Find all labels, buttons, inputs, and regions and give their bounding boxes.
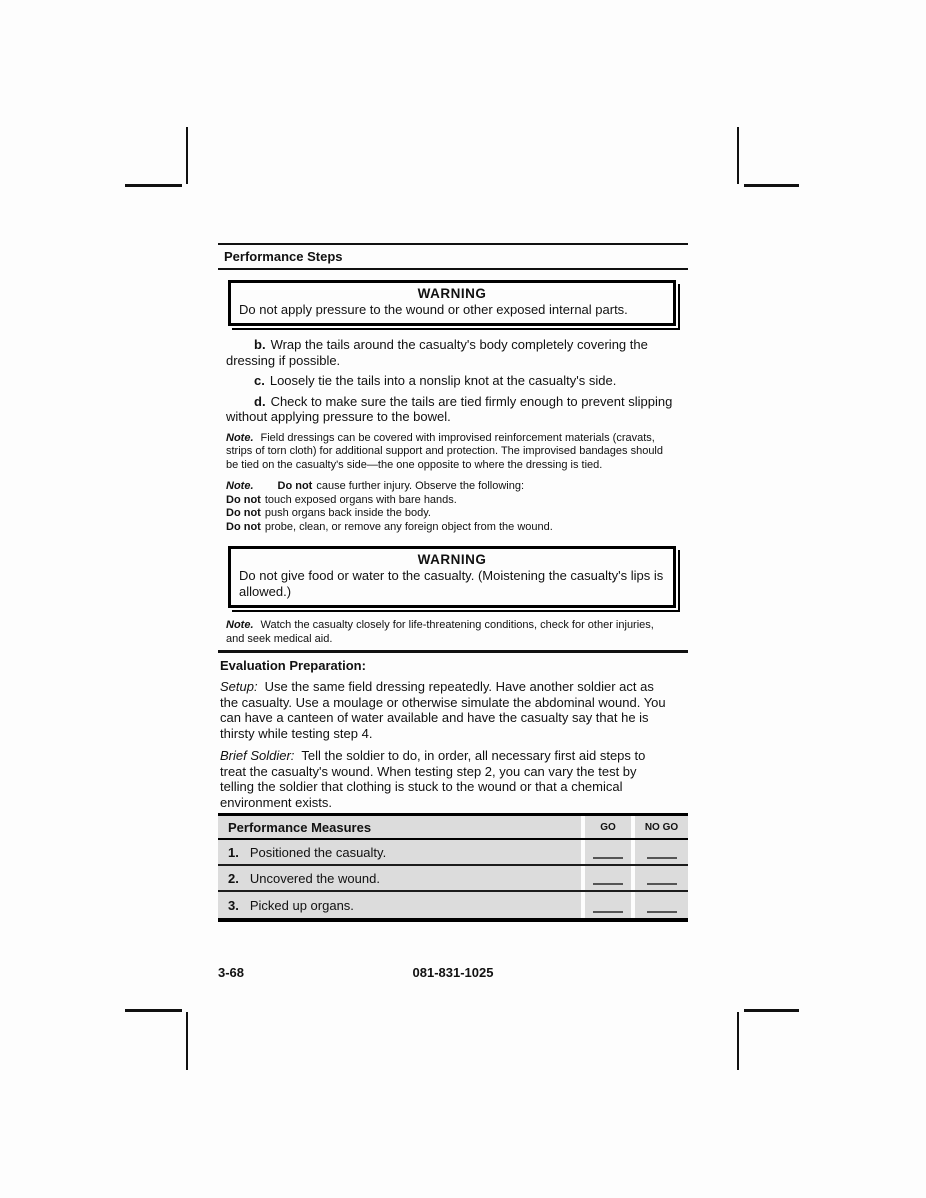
section-divider-rule [218, 650, 688, 653]
crop-mark-bottom-left-vertical [186, 1012, 188, 1070]
header-performance-measures: Performance Measures [218, 816, 581, 838]
do-not-bold: Do not [226, 493, 261, 506]
brief-soldier-label: Brief Soldier: [220, 748, 295, 763]
note-text: Watch the casualty closely for life-threatening conditions, check for other injuries, and seek medical aid. [226, 619, 654, 645]
go-cell [585, 866, 631, 890]
note-field-dressings [226, 432, 674, 473]
crop-mark-bottom-right-horizontal [744, 1009, 799, 1012]
measure-text [218, 840, 581, 864]
warning-title: WARNING [417, 286, 487, 301]
header-rule-bottom [218, 268, 688, 270]
go-cell [585, 840, 631, 864]
note-item-text: touch exposed organs with bare hands. [264, 493, 457, 506]
crop-mark-bottom-left-horizontal [125, 1009, 182, 1012]
no-go-cell [635, 892, 688, 918]
crop-mark-bottom-right-vertical [737, 1012, 739, 1070]
setup-label: Setup: [220, 679, 258, 694]
crop-mark-top-right-vertical [737, 127, 739, 184]
performance-steps-heading: Performance Steps [224, 249, 343, 264]
brief-soldier-text: Tell the soldier to do, in order, all necessary first aid steps to treat the casualty's wound. When testing step 2, you can vary the test by telling the soldier that clothing is stuck to the wound or that a chemical environment exists. [220, 748, 646, 810]
page-footer [218, 965, 688, 983]
header-go: GO [585, 816, 631, 838]
note-do-not-lead [226, 480, 674, 494]
note-text: Field dressings can be covered with improvised reinforcement materials (cravats, strips of torn cloth) for additional support and protection. The improvised bandages should be tied on the casualty's side—the one opposite to where the dressing is tied. [226, 431, 663, 471]
evaluation-preparation-heading: Evaluation Preparation: [220, 658, 366, 673]
do-not-bold: Do not [277, 480, 313, 492]
note-do-not-item [226, 494, 674, 508]
content-column [218, 243, 688, 922]
step-c-label: c. [254, 373, 265, 388]
measure-label: Picked up organs. [249, 897, 354, 913]
warning-title: WARNING [417, 552, 487, 567]
note-label: Note. [226, 619, 254, 631]
note-lead-text: cause further injury. Observe the following: [316, 480, 525, 492]
step-d [226, 394, 676, 425]
brief-soldier-paragraph [220, 748, 674, 810]
step-c [226, 373, 676, 389]
step-d-label: d. [254, 393, 266, 409]
step-b [226, 337, 676, 368]
performance-measures-table [218, 813, 688, 922]
note-item-text: push organs back inside the body. [264, 507, 431, 519]
setup-paragraph [220, 679, 674, 741]
measure-text [218, 892, 581, 918]
step-c-text: Loosely tie the tails into a nonslip knot at the casualty's side. [269, 373, 617, 388]
go-blank-line [593, 911, 623, 913]
do-not-bold: Do not [226, 507, 261, 519]
no-go-cell [635, 840, 688, 864]
step-d-text: Check to make sure the tails are tied firmly enough to prevent slipping without applying pressure to the bowel. [226, 393, 673, 424]
no-go-blank-line [647, 857, 677, 859]
measure-text [218, 866, 581, 890]
no-go-cell [635, 866, 688, 890]
warning-box-pressure [228, 280, 676, 326]
no-go-blank-line [647, 911, 677, 913]
crop-mark-top-right-horizontal [744, 184, 799, 187]
note-do-not-list [226, 480, 674, 534]
header-no-go: NO GO [635, 816, 688, 838]
note-label: Note. [226, 431, 254, 444]
table-row [218, 840, 688, 866]
no-go-blank-line [647, 883, 677, 885]
note-do-not-item [226, 507, 674, 521]
do-not-bold: Do not [226, 520, 261, 533]
measure-label: Positioned the casualty. [249, 844, 387, 860]
task-number: 081-831-1025 [412, 965, 494, 980]
step-b-text: Wrap the tails around the casualty's body completely covering the dressing if possible. [226, 337, 648, 368]
warning-text: Do not apply pressure to the wound or other exposed internal parts. [239, 302, 628, 317]
note-do-not-item [226, 521, 674, 535]
note-item-text: probe, clean, or remove any foreign object from the wound. [264, 520, 553, 533]
table-row [218, 866, 688, 892]
go-blank-line [593, 857, 623, 859]
warning-box-food-water [228, 546, 676, 608]
go-blank-line [593, 883, 623, 885]
measure-number: 3. [228, 897, 239, 913]
measure-number: 2. [228, 870, 239, 886]
step-b-label: b. [254, 337, 266, 352]
table-row [218, 892, 688, 918]
crop-mark-top-left-horizontal [125, 184, 182, 187]
note-watch-casualty [226, 619, 674, 646]
warning-text: Do not give food or water to the casualty. (Moistening the casualty's lips is allowed.) [239, 568, 664, 599]
note-label: Note. [226, 480, 254, 492]
page-number: 3-68 [218, 965, 245, 980]
go-cell [585, 892, 631, 918]
measure-label: Uncovered the wound. [249, 870, 380, 886]
setup-text: Use the same field dressing repeatedly. Have another soldier act as the casualty. Use a moulage or otherwise simulate the abdominal wound. You can have a canteen of water available and have the casualty say that he is thirsty while testing step 4. [220, 679, 666, 741]
measure-number: 1. [228, 844, 239, 860]
table-header-row [218, 816, 688, 840]
crop-mark-top-left-vertical [186, 127, 188, 184]
